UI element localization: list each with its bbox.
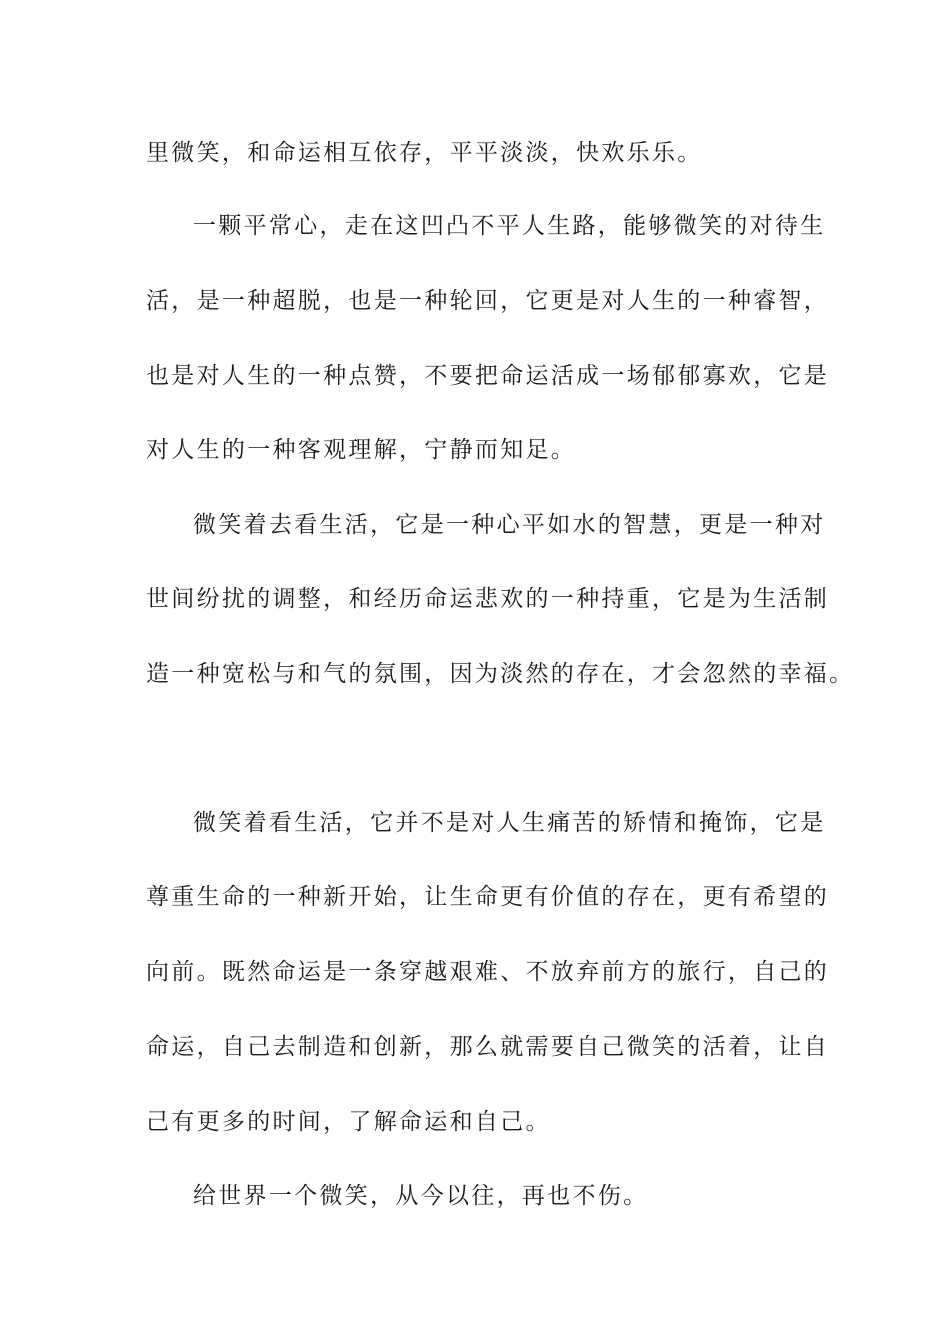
text-line: 也是对人生的一种点赞，不要把命运活成一场郁郁寡欢，它是 (146, 363, 830, 389)
paragraph-first-line: 一颗平常心，走在这凹凸不平人生路，能够微笑的对待生 (193, 213, 826, 239)
paragraph-first-line: 微笑着去看生活，它是一种心平如水的智慧，更是一种对 (193, 512, 826, 538)
text-line: 己有更多的时间，了解命运和自己。 (146, 1109, 551, 1135)
text-line: 世间纷扰的调整，和经历命运悲欢的一种持重，它是为生活制 (146, 586, 830, 612)
paragraph-first-line: 给世界一个微笑，从今以往，再也不伤。 (193, 1183, 649, 1209)
text-line: 活，是一种超脱，也是一种轮回，它更是对人生的一种睿智， (146, 288, 830, 314)
text-line: 对人生的一种客观理解，宁静而知足。 (146, 437, 577, 463)
text-line: 造一种宽松与和气的氛围，因为淡然的存在，才会忽然的幸福。 (146, 661, 855, 687)
paragraph-first-line: 微笑着看生活，它并不是对人生痛苦的矫情和掩饰，它是 (193, 810, 826, 836)
text-line: 命运，自己去制造和创新，那么就需要自己微笑的活着，让自 (146, 1034, 830, 1060)
text-line: 尊重生命的一种新开始，让生命更有价值的存在，更有希望的 (146, 884, 830, 910)
text-line: 里微笑，和命运相互依存，平平淡淡，快欢乐乐。 (146, 140, 703, 166)
text-line: 向前。既然命运是一条穿越艰难、不放弃前方的旅行，自己的 (146, 959, 830, 985)
